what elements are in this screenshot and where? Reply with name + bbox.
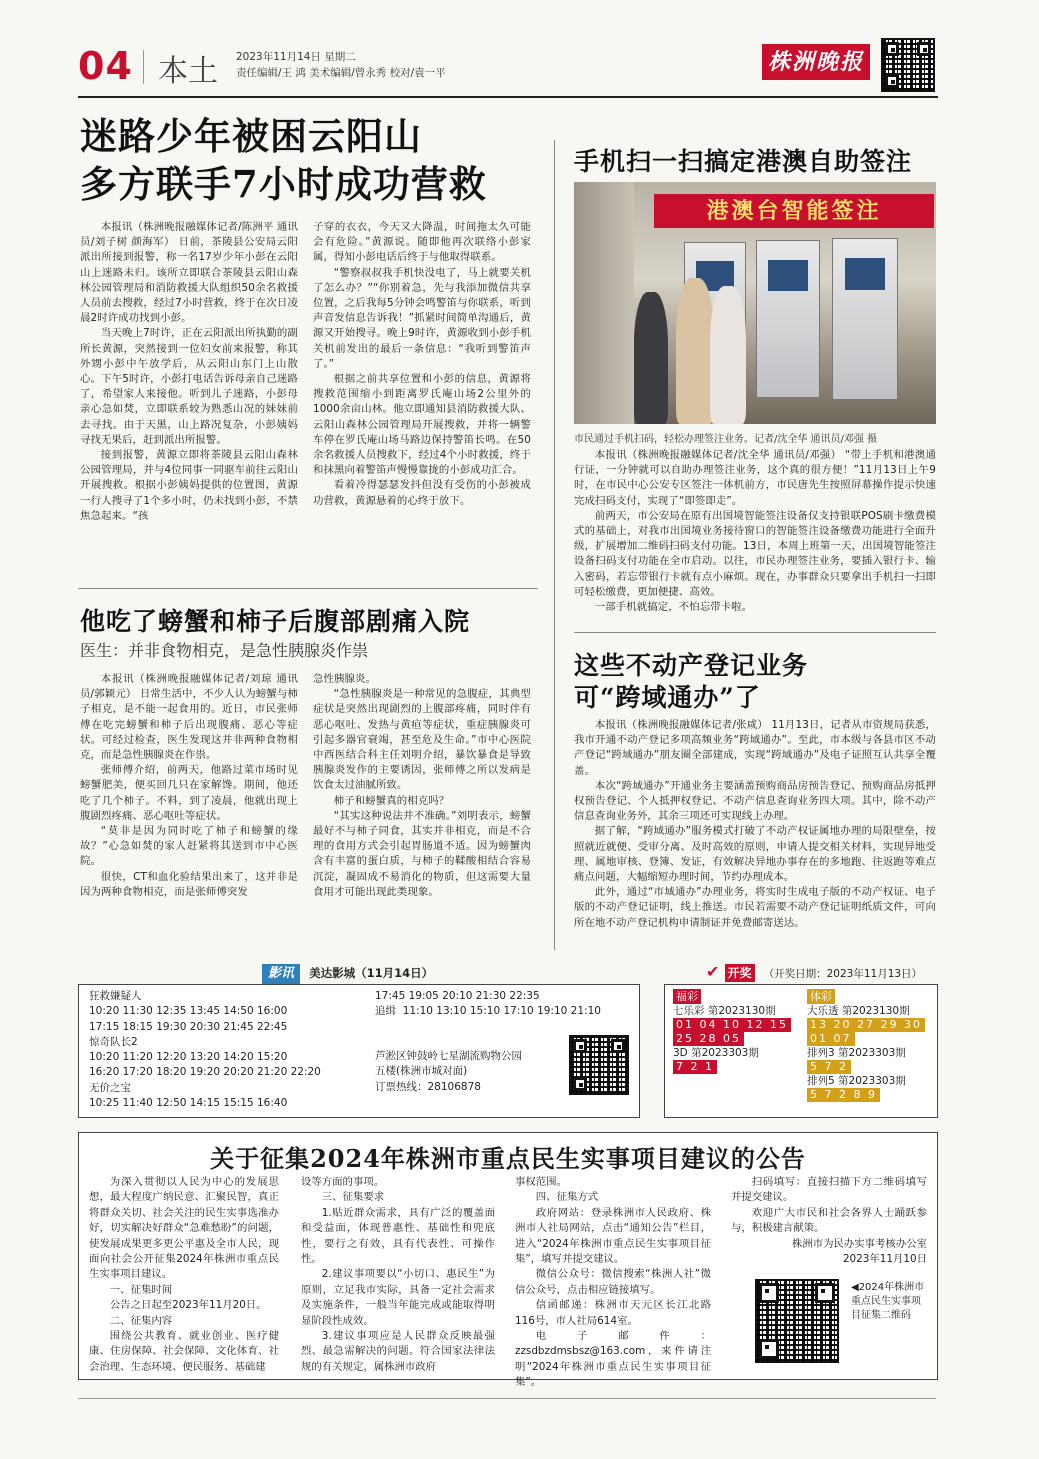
ticket-hotline: 订票热线：28106878 <box>375 1080 481 1093</box>
paragraph: 一、征集时间 <box>109 1283 173 1296</box>
address-line: 芦淞区钟鼓岭七星湖流购物公园 <box>375 1050 522 1062</box>
notice-box <box>78 1132 938 1389</box>
showtimes: 10:20 11:30 12:35 13:45 14:50 16:00 <box>89 1005 288 1018</box>
lottery-header <box>706 962 922 984</box>
section-name: 本土 <box>158 54 218 89</box>
paragraph: “莫非是因为同时吃了柿子和螃蟹的缘故？”心急如焚的家人赶紧将其送到市中心医院。 <box>80 825 298 868</box>
paragraph: 信函邮递：株洲市天元区长江北路116号，市人社局614室。 <box>515 1299 711 1327</box>
paragraph: 张师傅介绍，前两天，他路过菜市场时见螃蟹肥美，便买回几只在家解馋。期间，他还吃了几个柿子。不料，到了凌晨，他就出现上腹剧烈疼痛、恶心呕吐等症状。 <box>80 764 298 822</box>
article4-body <box>574 718 936 942</box>
paragraph: 微信公众号：微信搜索“株洲人社”微信公众号，点击相应链接填写。 <box>515 1268 711 1296</box>
person-figure <box>634 292 668 424</box>
paragraph: 当天晚上7时许，正在云阳派出所执勤的副所长黄源，突然接到一位妇女前来报警，称其外甥小彭中午放学后，从云阳山东门上山散心。下午5时许，小彭打电话告诉母亲自己迷路了，希望家人来接他。听到儿子迷路，小彭母亲心急如焚，立即联系较为熟悉山况的妹妹前去寻找。由于天黑，山上路况复杂，小彭姨妈寻找无果后，赶到派出所报警。 <box>80 327 298 446</box>
paragraph: 电子邮件：zzsdbzdmsbsz@163.com，来件请注明“2024年株洲市重点民生实事项目征集”。 <box>515 1330 711 1389</box>
pl3-label: 排列3 第2023303期 <box>807 1047 906 1059</box>
qile-label: 七乐彩 第2023130期 <box>673 1005 776 1017</box>
photo-caption: 市民通过手机扫码，轻松办理签注业务。记者/沈全华 通讯员/邓强 摄 <box>574 434 878 445</box>
issue-date: 2023年11月14日 星期二 <box>236 51 356 63</box>
notice-signer: 株洲市为民办实事考核办公室 <box>791 1237 927 1250</box>
pl3-numbers: 5 7 2 <box>807 1060 851 1074</box>
article4-title-line2: 可“跨域通办”了 <box>574 683 761 712</box>
cinema-address <box>375 1049 565 1095</box>
paragraph: 本次“跨域通办”开通业务主要涵盖预购商品房预告登记、预购商品房抵押权预告登记、个人抵押权登记、不动产信息查询业务四大项。其中，除不动产信息查询业务外，其余三项还可实现线上办理。 <box>574 779 936 823</box>
dlt-numbers: 13 20 27 29 30 <box>807 1018 925 1032</box>
ticai-tag: 体彩 <box>807 989 835 1004</box>
paragraph: 子穿的衣衣，今天又大降温，时间拖太久可能会有危险。”黄源说。随即他再次联络小彭家属，得知小彭电话后终于与他取得联系。 <box>313 221 531 264</box>
header-divider <box>143 50 144 84</box>
paragraph: 本报讯（株洲晚报融媒体记者/沈全华 通讯员/邓强） “带上手机和港澳通行证，一分钟就可以自助办理签注业务，这个真的很方便！”11月13日上午9时，在市民中心公安专区签注一体机前方，市民唐先生按照屏幕操作提示快速完成扫码支付，实现了“即签即走”。 <box>574 449 936 507</box>
d3-label: 3D 第2023303期 <box>673 1047 759 1059</box>
article1-title-line1: 迷路少年被困云阳山 <box>80 114 422 158</box>
film-name: 追缉 <box>375 1005 396 1018</box>
cinema-qr-code <box>569 1035 629 1095</box>
film-name: 惊奇队长2 <box>89 1035 138 1048</box>
showtimes: 17:45 19:05 20:10 21:30 22:35 <box>375 990 540 1002</box>
header-rule <box>78 96 938 98</box>
paragraph: 本报讯（株洲晚报融媒体记者/张咸） 11月13日，记者从市资规局获悉，我市开通不动产登记多项高频业务“跨域通办”。至此，市本级与各县市区不动产登记“跨域通办”朋友圈全部建成，实现“跨域通办”及电子证照互认共享全覆盖。 <box>574 719 936 777</box>
movie-header <box>262 962 433 984</box>
notice-title: 关于征集2024年株洲市重点民生实事项目建议的公告 <box>210 1144 806 1173</box>
paragraph: 据了解，“跨域通办”服务模式打破了不动产权证属地办理的局限壁垒，按照就近就便、受审分离、及时高效的原则，申请人提交相关材料，实现异地受理、属地审核、登簿、发证，有效解决异地办事存在的多地跑、往返跑等难点痛点问题，大幅缩短办理时间，节约办理成本。 <box>574 825 936 884</box>
article4-title-line1: 这些不动产登记业务 <box>574 651 809 680</box>
kiosk-machine <box>832 238 898 400</box>
paragraph: 2.建议事项要以“小切口、惠民生”为原则，立足我市实际，具备一定社会需求及实施条件，一般当年能完成或能取得明显阶段性成效。 <box>301 1268 495 1327</box>
article1-column1 <box>80 220 298 568</box>
qile-numbers: 25 28 05 <box>673 1032 744 1046</box>
paragraph: 接到报警，黄源立即将茶陵县云阳山森林公园管理局，并与4位同事一同驱车前往云阳山开展搜救。根据小彭姨妈提供的位置图，黄源一行人搜寻了1个多小时，仍未找到小彭，不禁焦急起来。“孩 <box>80 449 298 522</box>
paragraph: 欢迎广大市民和社会各界人士踊跃参与，积极建言献策。 <box>731 1206 927 1235</box>
paragraph: 为深入贯彻以人民为中心的发展思想，最大程度广纳民意、汇聚民智，真正将群众关切、社会关注的民生实事选准办好，切实解决好群众“急难愁盼”的问题，使发展成果更多更公平惠及全市人民，现面向社会公开征集2024年株洲市重点民生实事项目建议。 <box>89 1176 279 1281</box>
notice-column3 <box>515 1175 711 1389</box>
notice-column1 <box>89 1175 279 1375</box>
address-line: 五楼(株洲市城对面) <box>375 1065 468 1078</box>
paragraph: 本报讯（株洲晚报融媒体记者/刘琼 通讯员/郭颖元） 日常生活中，不少人认为螃蟹与柿子相克，是不能一起食用的。近日，市民张师傅在吃完螃蟹和柿子后出现腹痛、恶心等症状。可经过检查，医生发现这并非两种食物相克，而是急性胰腺炎在作祟。 <box>80 673 298 762</box>
article-divider <box>78 588 538 589</box>
article-divider <box>574 632 936 633</box>
editors-credit: 责任编辑/王 鸿 美术编辑/曾永秀 校对/袁一平 <box>236 67 446 79</box>
footer-rule <box>78 1398 936 1399</box>
paragraph: 公告之日起至2023年11月20日。 <box>109 1299 267 1312</box>
photo-wall <box>574 182 634 424</box>
notice-column4 <box>731 1175 927 1267</box>
movie-column2 <box>375 989 635 1020</box>
paragraph: 一部手机就搞定，不怕忘带卡啦。 <box>594 601 753 614</box>
paragraph: 三、征集要求 <box>321 1191 385 1204</box>
pl5-label: 排列5 第2023303期 <box>807 1075 906 1087</box>
lottery-date: （开奖日期：2023年11月13日） <box>763 968 923 980</box>
showtimes: 17:15 18:15 19:30 20:30 21:45 22:45 <box>89 1020 288 1033</box>
paragraph: 四、征集方式 <box>535 1191 599 1204</box>
paragraph: 很快，CT和血化验结果出来了，这并非是因为两种食物相克，而是张师傅突发 <box>80 870 298 898</box>
dlt-numbers: 01 07 <box>807 1032 855 1046</box>
paragraph: 3.建议事项应是人民群众反映最强烈、最急需解决的问题。符合国家法律法规的有关规定，属株洲市政府 <box>301 1330 495 1373</box>
article2-column1 <box>80 672 298 944</box>
lottery-box <box>664 984 938 1118</box>
paragraph: 1.贴近群众需求，具有广泛的覆盖面和受益面，体现普惠性、基础性和兜底性，要行之有效，具有代表性、可操作性。 <box>301 1206 495 1266</box>
ticai-column <box>807 989 933 1102</box>
film-name: 无价之宝 <box>89 1081 131 1094</box>
movie-box <box>78 984 640 1118</box>
paragraph: “警察叔叔我手机快没电了，马上就要关机了怎么办？”“你别着急，先与我添加微信共享位置，之后我每5分钟会鸣警笛与你联系，听到声音发信息告诉我！”抓紧时间简单沟通后，黄源又开始搜寻。晚上9时许，黄源收到小彭手机关机前发出的最后一条信息：“我听到警笛声了。” <box>313 266 531 370</box>
page-number: 04 <box>78 44 133 88</box>
fucai-column <box>673 989 803 1074</box>
showtimes: 10:25 11:40 12:50 14:15 15:15 16:40 <box>89 1097 288 1110</box>
paragraph: 围绕公共教育、就业创业、医疗健康、住房保障、社会保障、文化体育、社会治理、生态环境、便民服务、基础建 <box>89 1330 279 1373</box>
notice-qr-caption: ◀2024年株洲市重点民生实事项目征集二维码 <box>851 1282 925 1321</box>
qile-numbers: 01 04 10 12 15 <box>673 1018 791 1032</box>
showtimes: 10:20 11:20 12:20 13:20 14:20 15:20 <box>89 1051 288 1064</box>
article1-title-line2: 多方联手7小时成功营救 <box>80 162 487 206</box>
film-name: 狂救嫌疑人 <box>89 990 142 1002</box>
film-row <box>375 1004 635 1019</box>
paragraph: 看着冷得瑟瑟发抖但没有受伤的小彭被成功营救，黄源悬着的心终于放下。 <box>313 479 531 507</box>
notice-column2 <box>301 1175 495 1375</box>
lottery-title-tag: 开奖 <box>725 964 755 982</box>
notice-qr-code <box>755 1279 839 1363</box>
paragraph: “其实这种说法并不准确。”刘明表示，螃蟹最好不与柿子同食，其实并非相克，而是不合理的食用方式会引起胃肠道不适。因为螃蟹肉含有丰富的蛋白质，与柿子的鞣酸相结合容易沉淀，凝固成不易消化的物质，但这需要大量食用才可能出现此类现象。 <box>313 809 531 898</box>
article1-column2 <box>313 220 531 568</box>
showtimes: 11:10 13:10 15:10 17:10 19:10 21:10 <box>402 1005 601 1018</box>
paragraph: 政府网站：登录株洲市人民政府、株洲市人社局网站，点击“通知公告”栏目，进入“2024年株洲市重点民生实事项目征集”，填写并提交建议。 <box>515 1206 711 1266</box>
paragraph: 扫码填写：直接扫描下方二维码填写并提交建议。 <box>731 1176 927 1204</box>
showtimes: 16:20 17:20 18:20 19:20 20:20 21:20 22:20 <box>89 1066 321 1079</box>
article3-body <box>574 448 936 624</box>
article2-title: 他吃了螃蟹和柿子后腹部剧痛入院 <box>80 607 471 636</box>
d3-numbers: 7 2 1 <box>673 1060 717 1074</box>
newspaper-logo: 株洲晚报 <box>762 44 870 80</box>
kiosk-photo <box>574 182 936 424</box>
article3-title: 手机扫一扫搞定港澳自助签注 <box>574 147 913 176</box>
photo-banner: 港澳台智能签注 <box>654 194 934 228</box>
notice-date: 2023年11月10日 <box>842 1253 927 1266</box>
paragraph: 二、征集内容 <box>109 1314 173 1327</box>
check-icon: ✔ <box>706 962 720 981</box>
header-qr-code <box>881 38 935 92</box>
paragraph: “急性胰腺炎是一种常见的急腹症，其典型症状是突然出现剧烈的上腹部疼痛，同时伴有恶心呕吐、发热与黄疸等症状，重症胰腺炎可引起多器官衰竭，甚至危及生命。”市中心医院中西医结合科主任刘明介绍，暴饮暴食是导致胰腺炎发作的主要诱因，张师傅之所以发病是饮食太过油腻所致。 <box>313 688 531 792</box>
paragraph: 根据之前共享位置和小彭的信息，黄源将搜救范围缩小到距离罗氏庵山场2公里外的1000余亩山林。他立即通知县消防救援大队、云阳山森林公园管理局开展搜救，并将一辆警车停在罗氏庵山场马路边保持警笛长鸣。在50余名救援人员搜救下，经过4个小时救援，终于和抹黑向着警笛声慢慢靠拢的小彭成功汇合。 <box>313 373 531 477</box>
paragraph: 事权范围。 <box>515 1176 567 1188</box>
article2-subtitle: 医生：并非食物相克，是急性胰腺炎作祟 <box>80 641 369 660</box>
paragraph: 急性胰腺炎。 <box>313 673 376 685</box>
paragraph: 此外，通过“市域通办”办理业务，将实时生成电子版的不动产权证、电子版的不动产登记证明，线上推送。市民若需要不动产登记证明纸质文件，可向所在地不动产登记机构申请制证并免费邮寄送达。 <box>574 886 936 929</box>
article2-column2 <box>313 672 531 944</box>
paragraph: 本报讯（株洲晚报融媒体记者/陈洲平 通讯员/刘子树 颜海军） 日前，茶陵县公安局云阳派出所接到报警，称一名17岁少年小彭在云阳山上迷路未归。该所立即联合茶陵县云阳山森林公园管理局和消防救援大队组织50余名救援人员前去搜救，经过7小时营救，终于在次日凌晨2时许成功找到小彭。 <box>80 221 298 325</box>
paragraph: 设等方面的事项。 <box>301 1176 385 1188</box>
person-figure <box>710 286 746 424</box>
cinema-name: 美达影城（11月14日） <box>309 966 434 980</box>
paragraph: 柿子和螃蟹真的相克吗？ <box>333 794 450 807</box>
paragraph: 前两天，市公安局在原有出国境智能签注设备仅支持银联POS刷卡缴费模式的基础上，对我市出国境业务接待窗口的智能签注设备缴费功能进行全面升级，扩展增加二维码扫码支付功能。13日，本周上班第一天，出国境智能签注设备扫码支付功能在全市启动。以往，市民办理签注业务，要插入银行卡、输入密码，若忘带银行卡就有点小麻烦。现在，办事群众只要拿出手机扫一扫即可轻松缴费，更加便捷、高效。 <box>574 509 936 598</box>
movie-brand-tag: 影讯 <box>262 964 300 984</box>
dlt-label: 大乐透 第2023130期 <box>807 1005 910 1017</box>
kiosk-machine <box>756 240 820 398</box>
movie-column1 <box>89 989 369 1111</box>
fucai-tag: 福彩 <box>673 989 701 1004</box>
person-figure <box>676 278 714 424</box>
column-divider <box>554 140 555 950</box>
pl5-numbers: 5 7 2 8 9 <box>807 1088 880 1102</box>
